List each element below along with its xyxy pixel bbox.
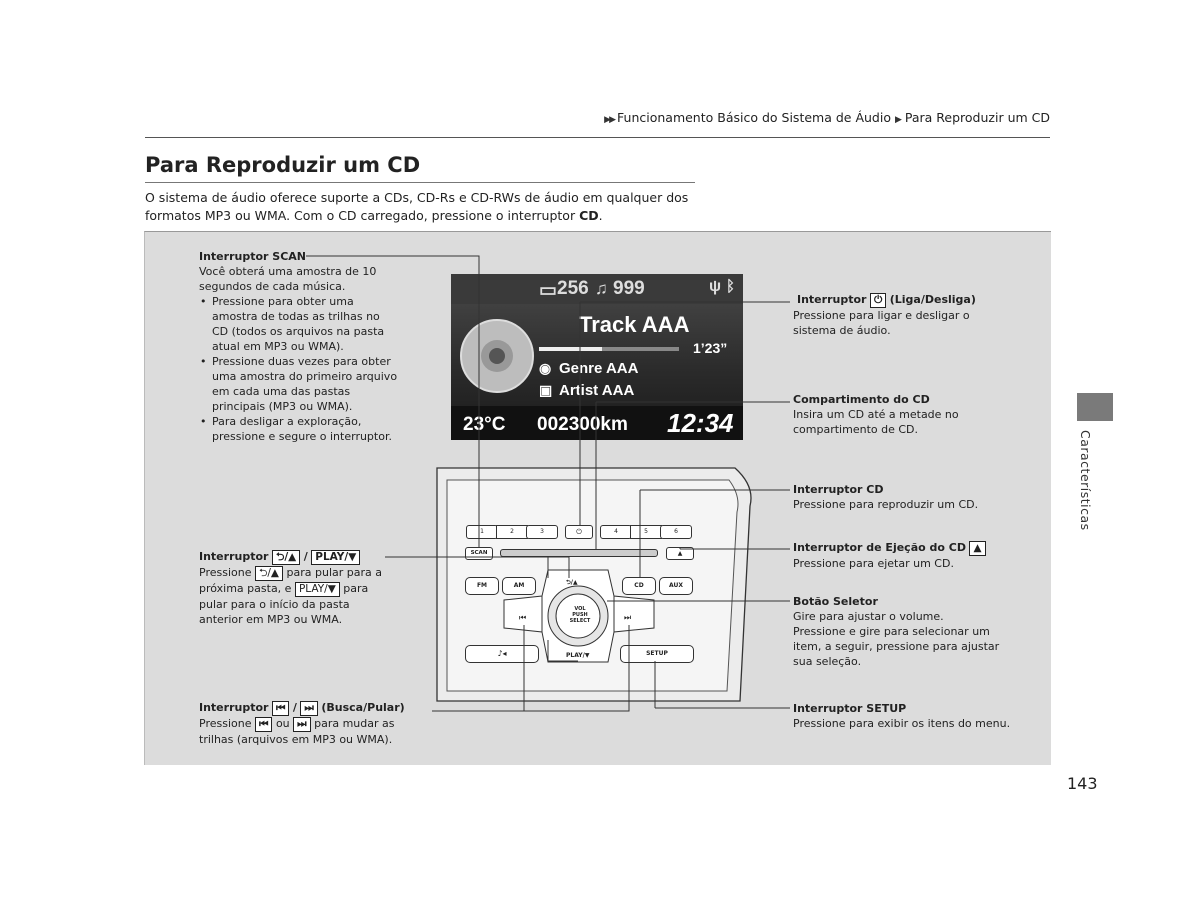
temperature: 23°C bbox=[463, 414, 506, 435]
eject-key-icon: ▲ bbox=[969, 541, 985, 556]
callout-skip-title: Interruptor bbox=[199, 701, 269, 714]
intro-bold: CD bbox=[579, 208, 599, 223]
header-rule bbox=[145, 137, 1050, 138]
preset-4-button[interactable]: 4 bbox=[600, 525, 632, 539]
folder-text: anterior em MP3 ou WMA. bbox=[199, 613, 343, 626]
breadcrumb bbox=[604, 110, 1050, 125]
play-key: PLAY/▼ bbox=[311, 550, 360, 565]
callout-folder-title: Interruptor bbox=[199, 550, 269, 563]
preset-1-button[interactable]: 1 bbox=[466, 525, 498, 539]
page-number: 143 bbox=[1067, 774, 1098, 793]
callout-selector-desc1: Gire para ajustar o volume. bbox=[793, 610, 944, 623]
am-button[interactable]: AM bbox=[502, 577, 536, 595]
genre-icon: ◉ bbox=[539, 360, 552, 376]
folder-text: próxima pasta, e bbox=[199, 582, 292, 595]
artist-icon: ▣ bbox=[539, 382, 553, 398]
skip-text: ou bbox=[275, 717, 290, 730]
skip-back-icon[interactable]: ⏮ bbox=[519, 613, 527, 622]
callout-folder bbox=[199, 549, 404, 627]
cd-slot[interactable] bbox=[500, 549, 658, 557]
setup-button[interactable]: SETUP bbox=[620, 645, 694, 663]
cd-button[interactable]: CD bbox=[622, 577, 656, 595]
progress-fill bbox=[539, 347, 602, 351]
cd-disc-icon bbox=[459, 312, 539, 402]
callout-scan-bullet: • Pressione duas vezes para obter uma amostra do primeiro arquivo em cada uma das pastas principais (MP3 ou WMA). bbox=[212, 354, 399, 414]
preset-group-right bbox=[600, 525, 690, 537]
skip-forward-icon[interactable]: ⏭ bbox=[624, 613, 632, 622]
callout-cd bbox=[793, 482, 1013, 512]
bluetooth-icon: ᛒ bbox=[726, 278, 736, 295]
callout-selector-title: Botão Seletor bbox=[793, 595, 878, 608]
callout-scan bbox=[199, 249, 399, 444]
key-separator: / bbox=[303, 550, 308, 563]
skip-forward-key: ⏭ bbox=[300, 701, 317, 716]
track-title: Track AAA bbox=[579, 312, 690, 337]
folder-text: para pular para a bbox=[286, 566, 382, 579]
audio-display bbox=[451, 274, 743, 440]
skip-back-key: ⏮ bbox=[272, 701, 289, 716]
callout-scan-list bbox=[199, 294, 399, 444]
skip-back-key-inline: ⏮ bbox=[255, 717, 272, 732]
chapter-tab[interactable] bbox=[1077, 393, 1113, 421]
page-title: Para Reproduzir um CD bbox=[145, 153, 421, 177]
folder-icon: ▭ bbox=[539, 280, 557, 301]
music-note-icon: ♫ bbox=[595, 279, 608, 298]
folder-text: pular para o início da pasta bbox=[199, 598, 350, 611]
clock: 12:34 bbox=[667, 408, 734, 438]
sound-button[interactable]: ♪◂ bbox=[465, 645, 539, 663]
breadcrumb-part2[interactable]: Para Reproduzir um CD bbox=[904, 110, 1050, 125]
back-folder-key-inline: ⮌/▲ bbox=[255, 566, 283, 581]
track-count: 999 bbox=[613, 278, 645, 299]
preset-5-button[interactable]: 5 bbox=[630, 525, 662, 539]
odometer: 002300km bbox=[537, 414, 628, 435]
callout-skip-suffix: (Busca/Pular) bbox=[321, 701, 405, 714]
preset-group-left bbox=[466, 525, 556, 537]
callout-setup bbox=[793, 701, 1023, 731]
skip-text: Pressione bbox=[199, 717, 252, 730]
key-separator: / bbox=[292, 701, 297, 714]
artist-text: Artist AAA bbox=[559, 382, 635, 399]
back-folder-label[interactable]: ⮌/▲ bbox=[566, 579, 578, 586]
folder-text: para bbox=[343, 582, 369, 595]
intro-text: O sistema de áudio oferece suporte a CDs, CD-Rs e CD-RWs de áudio em qualquer dos formatos MP3 ou WMA. Com o CD carregado, pressione o interruptor bbox=[145, 190, 689, 223]
callout-power-suffix: (Liga/Desliga) bbox=[889, 293, 976, 306]
title-rule bbox=[145, 182, 695, 183]
callout-selector bbox=[793, 594, 1008, 669]
folder-count: 256 bbox=[557, 278, 589, 299]
skip-text: para mudar as bbox=[314, 717, 395, 730]
callout-scan-title: Interruptor SCAN bbox=[199, 250, 306, 263]
breadcrumb-part1[interactable]: Funcionamento Básico do Sistema de Áudio bbox=[617, 110, 891, 125]
preset-3-button[interactable]: 3 bbox=[526, 525, 558, 539]
scan-button[interactable]: SCAN bbox=[465, 547, 493, 560]
progress-bar bbox=[539, 347, 679, 351]
back-folder-key: ⮌/▲ bbox=[272, 550, 300, 565]
arrow-icon: ▶ bbox=[894, 115, 902, 125]
callout-selector-desc2: Pressione e gire para selecionar um item, a seguir, pressione para ajustar sua seleção. bbox=[793, 625, 1000, 668]
chapter-label bbox=[1078, 430, 1108, 530]
callout-scan-bullet: • Pressione para obter uma amostra de todas as trilhas no CD (todos os arquivos na pasta atual em MP3 ou WMA). bbox=[212, 294, 399, 354]
aux-button[interactable]: AUX bbox=[659, 577, 693, 595]
skip-forward-key-inline: ⏭ bbox=[293, 717, 310, 732]
fm-button[interactable]: FM bbox=[465, 577, 499, 595]
elapsed-time: 1’23” bbox=[693, 340, 728, 356]
eject-button[interactable]: ▲ bbox=[666, 547, 694, 560]
power-key-icon: ⏻ bbox=[870, 293, 886, 308]
callout-slot bbox=[793, 392, 993, 437]
callout-cd-title: Interruptor CD bbox=[793, 483, 884, 496]
callout-scan-bullet: • Para desligar a exploração, pressione e segure o interruptor. bbox=[212, 414, 399, 444]
play-key-inline: PLAY/▼ bbox=[295, 582, 340, 597]
callout-eject-desc: Pressione para ejetar um CD. bbox=[793, 557, 954, 570]
callout-slot-desc: Insira um CD até a metade no compartimento de CD. bbox=[793, 408, 959, 436]
callout-scan-desc: Você obterá uma amostra de 10 segundos de cada música. bbox=[199, 265, 377, 293]
callout-power bbox=[793, 292, 1008, 338]
callout-slot-title: Compartimento do CD bbox=[793, 393, 930, 406]
genre-text: Genre AAA bbox=[559, 360, 639, 377]
callout-setup-desc: Pressione para exibir os itens do menu. bbox=[793, 717, 1011, 730]
intro-end: . bbox=[598, 208, 603, 223]
chapter-label-text: Características bbox=[1078, 430, 1093, 531]
play-label[interactable]: PLAY/▼ bbox=[566, 652, 590, 659]
volume-select-knob[interactable]: VOL PUSH SELECT bbox=[569, 606, 591, 624]
intro-paragraph bbox=[145, 189, 705, 225]
power-button[interactable]: ⏻ bbox=[565, 525, 593, 539]
callout-setup-title: Interruptor SETUP bbox=[793, 702, 907, 715]
folder-text: Pressione bbox=[199, 566, 252, 579]
callout-eject bbox=[793, 540, 1013, 571]
callout-skip bbox=[199, 700, 439, 747]
skip-text: trilhas (arquivos em MP3 ou WMA). bbox=[199, 733, 393, 746]
callout-cd-desc: Pressione para reproduzir um CD. bbox=[793, 498, 979, 511]
callout-power-title: Interruptor bbox=[797, 293, 867, 306]
double-arrow-icon: ▶▶ bbox=[604, 115, 615, 125]
callout-eject-title: Interruptor de Ejeção do CD bbox=[793, 541, 966, 554]
callout-power-desc: Pressione para ligar e desligar o sistema de áudio. bbox=[793, 309, 970, 337]
preset-6-button[interactable]: 6 bbox=[660, 525, 692, 539]
usb-icon: ψ bbox=[709, 278, 722, 295]
preset-2-button[interactable]: 2 bbox=[496, 525, 528, 539]
